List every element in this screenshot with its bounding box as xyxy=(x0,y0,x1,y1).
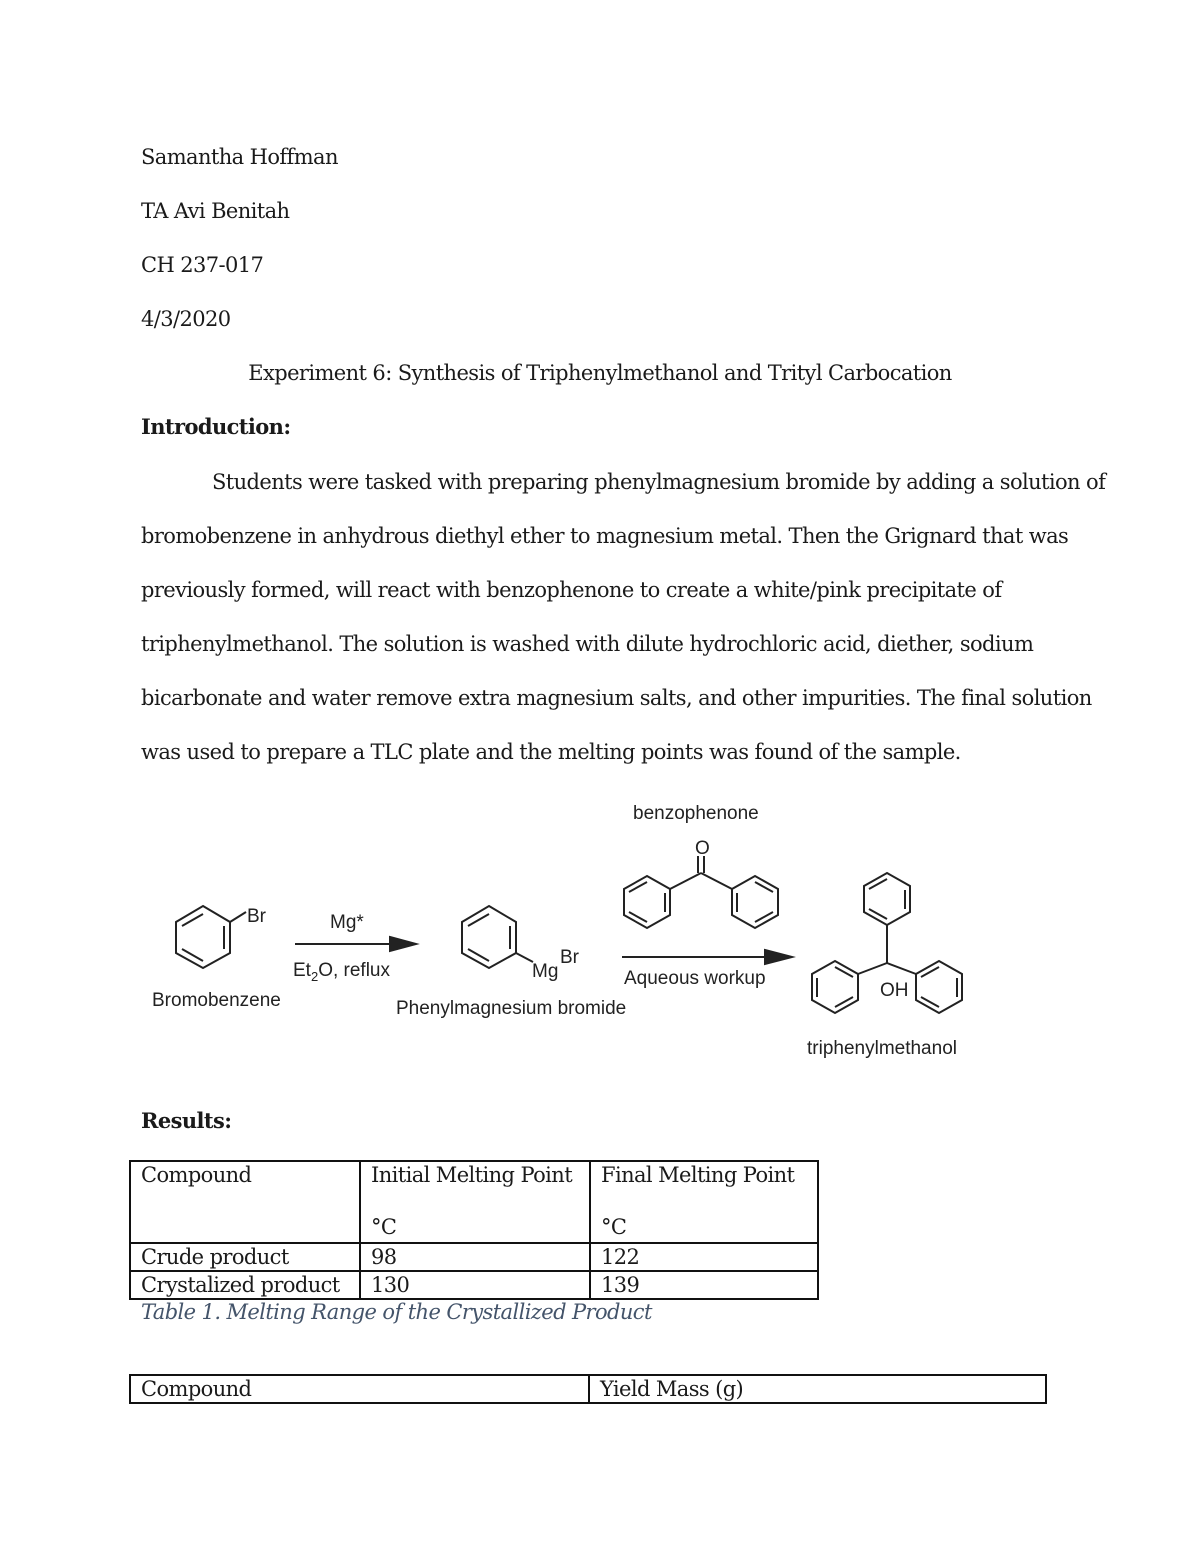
yield-table xyxy=(129,1374,1047,1404)
grignard-label: Phenylmagnesium bromide xyxy=(396,998,627,1019)
intro-line: previously formed, will react with benzophenone to create a white/pink precipitate of xyxy=(141,578,1002,602)
student-name: Samantha Hoffman xyxy=(141,145,338,169)
header-final-mp: Final Melting Point xyxy=(601,1163,795,1187)
header-compound: Compound xyxy=(141,1163,252,1187)
table-cell: 98 xyxy=(360,1243,590,1271)
conditions-1: $Et_2O$, reflux xyxy=(293,960,390,984)
header-compound: Compound xyxy=(130,1375,589,1403)
table-cell: Crude product xyxy=(130,1243,360,1271)
introduction-heading: Introduction: xyxy=(141,414,291,439)
intro-line: Students were tasked with preparing phenylmagnesium bromide by adding a solution of xyxy=(212,470,1106,494)
melting-point-table xyxy=(129,1160,819,1300)
table-cell: 130 xyxy=(360,1271,590,1299)
intro-line: bromobenzene in anhydrous diethyl ether to magnesium metal. Then the Grignard that was xyxy=(141,524,1069,548)
results-heading: Results: xyxy=(141,1108,232,1133)
table-header-cell xyxy=(130,1161,360,1243)
benzophenone-label: benzophenone xyxy=(633,803,759,824)
bromobenzene-label: Bromobenzene xyxy=(152,990,281,1011)
conditions-2: Aqueous workup xyxy=(624,968,766,989)
reaction-arrow-1 xyxy=(295,937,416,951)
course-code: CH 237-017 xyxy=(141,253,264,277)
intro-line: was used to prepare a TLC plate and the melting points was found of the sample. xyxy=(141,740,961,764)
table-header-row xyxy=(130,1375,1046,1403)
table-cell: 122 xyxy=(590,1243,818,1271)
intro-line: triphenylmethanol. The solution is washed with dilute hydrochloric acid, diether, sodium xyxy=(141,632,1034,656)
table-cell: 139 xyxy=(590,1271,818,1299)
table-1-caption: Table 1. Melting Range of the Crystallized Product xyxy=(141,1300,652,1324)
report-date: 4/3/2020 xyxy=(141,307,231,331)
table-row xyxy=(130,1271,818,1299)
header-unit: °C xyxy=(601,1215,627,1239)
grignard-structure xyxy=(462,906,533,968)
bromine-atom: Br xyxy=(247,906,266,927)
ta-name: TA Avi Benitah xyxy=(141,199,290,223)
table-cell: Crystalized product xyxy=(130,1271,360,1299)
table-header-cell xyxy=(590,1161,818,1243)
benzophenone-structure xyxy=(624,856,778,928)
hydroxyl-group: OH xyxy=(880,980,909,1001)
reaction-arrow-2 xyxy=(622,950,792,964)
table-header-row xyxy=(130,1161,818,1243)
header-initial-mp: Initial Melting Point xyxy=(371,1163,573,1187)
bromobenzene-structure xyxy=(176,906,246,968)
oxygen-atom: O xyxy=(695,838,710,859)
report-title: Experiment 6: Synthesis of Triphenylmethanol and Trityl Carbocation xyxy=(248,361,952,385)
intro-line: bicarbonate and water remove extra magnesium salts, and other impurities. The final solution xyxy=(141,686,1092,710)
magnesium-atom: Mg xyxy=(532,961,559,982)
product-label: triphenylmethanol xyxy=(807,1038,957,1059)
table-row xyxy=(130,1243,818,1271)
grignard-bromine: Br xyxy=(560,947,579,968)
reaction-scheme xyxy=(140,796,1000,1066)
header-unit: °C xyxy=(371,1215,397,1239)
reagent-mg: Mg* xyxy=(330,912,364,933)
table-header-cell xyxy=(360,1161,590,1243)
header-yield-mass: Yield Mass (g) xyxy=(589,1375,1046,1403)
